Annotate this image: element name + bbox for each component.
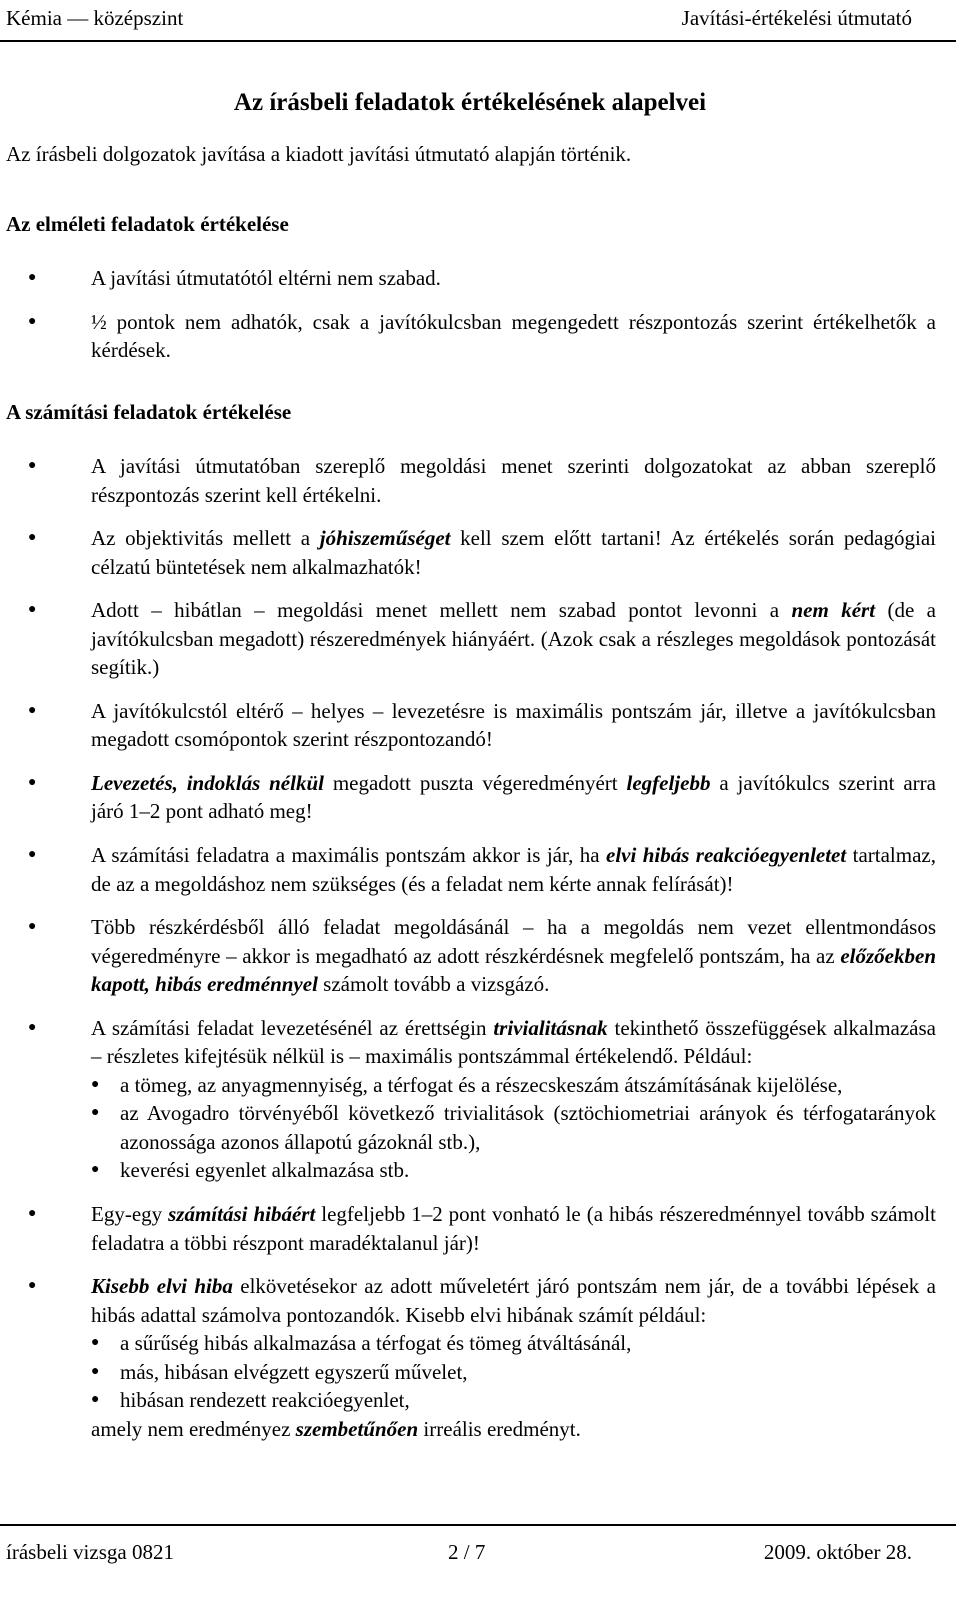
footer-exam-code: írásbeli vizsga 0821 xyxy=(6,1540,174,1564)
emphasis: Kisebb elvi hiba xyxy=(91,1274,233,1299)
sub-list-item: ● keverési egyenlet alkalmazása stb. xyxy=(91,1156,936,1185)
page-header xyxy=(0,4,960,34)
list-item xyxy=(6,769,936,826)
header-subject: Kémia — középszint xyxy=(6,6,184,30)
sub-list-item: ● hibásan rendezett reakcióegyenlet, xyxy=(91,1386,936,1415)
list-item xyxy=(6,1272,936,1443)
text: irreális eredményt. xyxy=(418,1416,581,1441)
text: kell szem előtt tartani! Az értékelés során pedagógiai célzatú büntetések nem alkalmazhatók! xyxy=(91,526,936,579)
emphasis: Levezetés, indoklás nélkül xyxy=(91,770,324,795)
sub-list-item: ● a sűrűség hibás alkalmazása a térfogat és tömeg átváltásánál, xyxy=(91,1329,936,1358)
section-heading-theory: Az elméleti feladatok értékelése xyxy=(6,212,289,236)
text: Adott – hibátlan – megoldási menet mellett nem szabad pontot levonni a xyxy=(91,598,792,623)
list-item-text: A javítókulcstól eltérő – helyes – levezetésre is maximális pontszám jár, illetve a javítókulcsban megadott csomópontok szerint részpontozandó! xyxy=(91,698,936,752)
list-item xyxy=(6,452,936,509)
emphasis: legfeljebb xyxy=(626,770,711,795)
footer-date: 2009. október 28. xyxy=(763,1540,912,1564)
examples-list xyxy=(91,1071,936,1185)
page-title: Az írásbeli feladatok értékelésének alapelvei xyxy=(233,89,707,116)
text: Több részkérdésből álló feladat megoldásánál – ha a megoldás nem vezet ellentmondásos végeredményre – akkor is megadható az adott részkérdésnek megfelelő pontszám, ha az xyxy=(91,915,936,968)
text: A számítási feladatra a maximális pontszám akkor is jár, ha xyxy=(91,843,606,868)
text: Egy-egy xyxy=(91,1202,169,1227)
sub-list-item: ● a tömeg, az anyagmennyiség, a térfogat és a részecskeszám átszámításának kijelölése, xyxy=(91,1071,936,1100)
text: A számítási feladat levezetésénél az érettségin xyxy=(91,1015,494,1040)
list-item xyxy=(6,913,936,999)
intro-paragraph: Az írásbeli dolgozatok javítása a kiadott javítási útmutató alapján történik. xyxy=(6,142,632,166)
calculation-list xyxy=(6,452,936,1458)
header-rule xyxy=(0,40,956,42)
list-item xyxy=(6,524,936,581)
emphasis: nem kért xyxy=(791,598,876,623)
list-item xyxy=(6,264,936,293)
text: számolt tovább a vizsgázó. xyxy=(317,972,550,997)
emphasis: számítási hibáért xyxy=(168,1202,316,1227)
header-doc-type: Javítási-értékelési útmutató xyxy=(681,6,912,30)
list-item xyxy=(6,308,936,365)
emphasis: előzőekben kapott, hibás eredménnyel xyxy=(91,943,936,997)
list-item-text: A javítási útmutatótól eltérni nem szabad. xyxy=(91,266,441,290)
text: Az objektivitás mellett a xyxy=(91,526,320,551)
examples-list xyxy=(91,1329,936,1415)
text: tekinthető összefüggések alkalmazása – részletes kifejtésük nélkül is – maximális pontszámmal értékelendő. Például: xyxy=(91,1015,936,1069)
text: elkövetésekor az adott műveletért járó pontszám nem jár, de a további lépések a hibás adattal számolva pontozandók. Kisebb elvi hibának számít például: xyxy=(91,1274,936,1327)
text: (de a javítókulcsban megadott) részeredmények hiányáért. (Azok csak a részleges megoldások pontozását segítik.) xyxy=(91,598,936,680)
emphasis: jóhiszeműséget xyxy=(319,526,451,551)
list-item-text: A javítási útmutatóban szereplő megoldási menet szerinti dolgozatokat az abban szereplő részpontozás szerint kell értékelni. xyxy=(91,454,936,507)
page-number: 2 / 7 xyxy=(448,1540,486,1564)
text: legfeljebb 1–2 pont vonható le (a hibás részeredménnyel tovább számolt feladatra a többi részpont maradéktalanul jár)! xyxy=(91,1202,936,1255)
list-item-text: ½ pontok nem adhatók, csak a javítókulcsban megengedett részpontozás szerint értékelhetők a kérdések. xyxy=(91,309,936,363)
text: amely nem eredményez xyxy=(91,1416,296,1441)
footer-rule xyxy=(0,1524,956,1526)
emphasis: trivialitásnak xyxy=(493,1015,608,1040)
emphasis: elvi hibás reakcióegyenletet xyxy=(606,843,847,868)
sub-list-item: ● az Avogadro törvényéből következő trivialitások (sztöchiometriai arányok és térfogatarányok azonossága azonos állapotú gázoknál stb.), xyxy=(91,1099,936,1156)
sub-list-item: ● más, hibásan elvégzett egyszerű művelet, xyxy=(91,1358,936,1387)
list-item xyxy=(6,596,936,682)
section-heading-calculation: A számítási feladatok értékelése xyxy=(6,400,292,424)
list-item xyxy=(6,1014,936,1185)
text: megadott puszta végeredményért xyxy=(323,770,627,795)
emphasis: szembetűnően xyxy=(295,1416,419,1441)
list-item xyxy=(6,697,936,754)
list-item xyxy=(6,1200,936,1257)
text: a javítókulcs szerint arra járó 1–2 pont adható meg! xyxy=(91,770,936,824)
text: tartalmaz, de az a megoldáshoz nem szükséges (és a feladat nem kérte annak felírását)! xyxy=(91,843,936,896)
list-item xyxy=(6,841,936,898)
theory-list xyxy=(6,264,936,380)
